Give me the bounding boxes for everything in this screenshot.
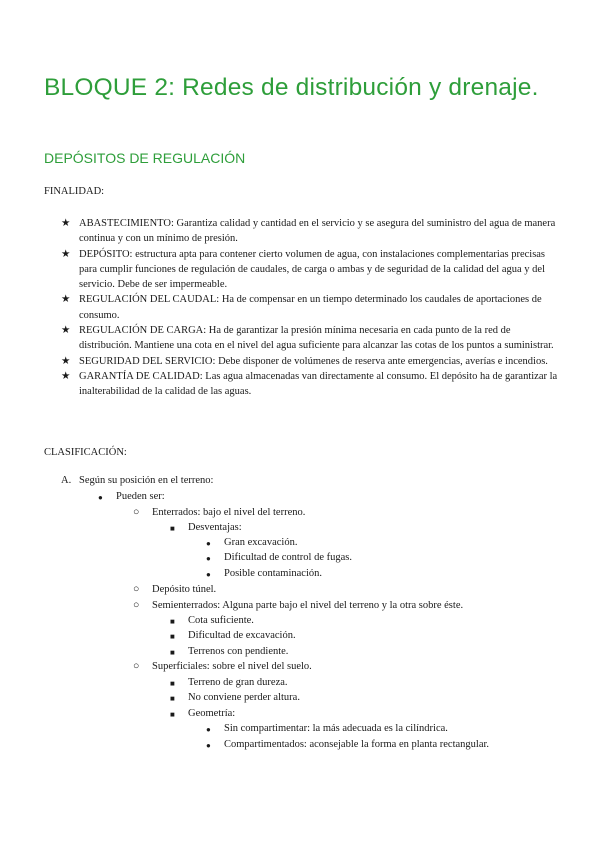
outline-item: Dificultad de control de fugas. xyxy=(224,552,352,563)
outline-item: Según su posición en el terreno: xyxy=(79,475,214,486)
item-text: precisas para cumplir funciones de regulación de caudales, de carga o ambas y de seguridad de la xyxy=(79,248,546,275)
item-text: de manera continua y con un mínimo de presión. xyxy=(79,218,556,245)
outline-item: Superficiales: sobre el nivel del suelo. xyxy=(152,661,312,672)
item-label: REGULACIÓN DEL CAUDAL: xyxy=(79,294,220,306)
square-bullet-icon: ■ xyxy=(170,679,175,688)
list-item-regulacion-carga xyxy=(61,323,561,354)
section-heading: DEPÓSITOS DE REGULACIÓN xyxy=(44,150,246,166)
list-item-regulacion-caudal xyxy=(61,292,561,323)
star-icon: ★ xyxy=(61,248,71,260)
item-text: Ha de garantizar la presión mínima necesaria en cada punto de la red de xyxy=(208,325,511,337)
circle-bullet-icon: ○ xyxy=(133,661,140,672)
outline-item: Terrenos con pendiente. xyxy=(188,646,289,657)
item-text: Las agua almacenadas van directamente al consumo. El depósito ha de xyxy=(205,370,503,382)
list-item-deposito xyxy=(61,247,561,293)
outline-item: Cota suficiente. xyxy=(188,615,254,626)
outline-item: Terreno de gran dureza. xyxy=(188,677,288,688)
star-icon: ★ xyxy=(61,294,71,306)
square-bullet-icon: ■ xyxy=(170,710,175,719)
star-icon: ★ xyxy=(61,370,71,382)
item-text: Debe disponer de volúmenes de reserva ante emergencias, averías e xyxy=(218,355,503,367)
outline-item: Depósito túnel. xyxy=(152,584,217,595)
letter-marker: A. xyxy=(61,475,72,486)
outline-item: Sin compartimentar: la más adecuada es la cilíndrica. xyxy=(224,723,448,734)
circle-bullet-icon: ○ xyxy=(133,584,140,595)
item-label: REGULACIÓN DE CARGA: xyxy=(79,325,207,337)
circle-bullet-icon: ○ xyxy=(133,600,140,611)
bullet-icon: ● xyxy=(98,493,103,502)
bullet-icon: ● xyxy=(206,570,211,579)
square-bullet-icon: ■ xyxy=(170,648,175,657)
outline-item: Posible contaminación. xyxy=(224,568,322,579)
item-text: distribución. Mantiene una cota en el nivel del agua suficiente para alcanzar las cotas de los puntos a xyxy=(79,340,502,352)
outline-item: Compartimentados: aconsejable la forma en planta rectangular. xyxy=(224,739,490,750)
item-text: calidad del agua y del servicio. Debe de ser impermeable. xyxy=(79,263,545,291)
bullet-icon: ● xyxy=(206,725,211,734)
square-bullet-icon: ■ xyxy=(170,524,175,533)
list-item-seguridad xyxy=(61,354,561,369)
star-icon: ★ xyxy=(61,218,71,229)
item-label: GARANTÍA DE CALIDAD: xyxy=(79,370,203,382)
item-label: ABASTECIMIENTO: xyxy=(79,218,174,229)
outline-item: Gran excavación. xyxy=(224,537,298,548)
list-item-abastecimiento xyxy=(61,216,561,247)
item-text: garantizar la inalterabilidad de la calidad de las aguas. xyxy=(79,370,558,398)
outline-item: Desventajas: xyxy=(188,522,242,533)
bullet-icon: ● xyxy=(206,741,211,750)
square-bullet-icon: ■ xyxy=(170,632,175,641)
square-bullet-icon: ■ xyxy=(170,694,175,703)
clasificacion-label: CLASIFICACIÓN: xyxy=(44,447,127,458)
bullet-icon: ● xyxy=(206,554,211,563)
item-text: aportaciones de consumo. xyxy=(79,294,542,321)
page-title: BLOQUE 2: Redes de distribución y drenaje. xyxy=(44,74,539,101)
bullet-icon: ● xyxy=(206,539,211,548)
outline-item: Semienterrados: Alguna parte bajo el nivel del terreno y la otra sobre éste. xyxy=(152,600,464,611)
item-label: SEGURIDAD DEL SERVICIO: xyxy=(79,355,216,367)
outline-item: Dificultad de excavación. xyxy=(188,630,296,641)
star-icon: ★ xyxy=(61,355,71,367)
list-item-garantia xyxy=(61,369,561,400)
star-icon: ★ xyxy=(61,325,71,337)
outline-item: Geometría: xyxy=(188,708,236,719)
item-text: incendios. xyxy=(505,355,548,367)
finalidad-label: FINALIDAD: xyxy=(44,186,105,197)
item-text: estructura apta para contener cierto volumen de agua, con instalaciones complementarias xyxy=(135,248,509,260)
item-text: suministrar. xyxy=(504,340,554,352)
item-text: Garantiza calidad y cantidad en el servicio y se asegura del suministro del agua xyxy=(176,218,510,229)
item-text: Ha de compensar en un tiempo determinado los caudales de xyxy=(221,294,474,306)
outline-item: Enterrados: bajo el nivel del terreno. xyxy=(152,507,306,518)
finalidad-list xyxy=(61,216,561,400)
outline-item: Pueden ser: xyxy=(116,491,165,502)
circle-bullet-icon: ○ xyxy=(133,507,140,518)
square-bullet-icon: ■ xyxy=(170,617,175,626)
item-label: DEPÓSITO: xyxy=(79,248,133,260)
outline-item: No conviene perder altura. xyxy=(188,692,300,703)
